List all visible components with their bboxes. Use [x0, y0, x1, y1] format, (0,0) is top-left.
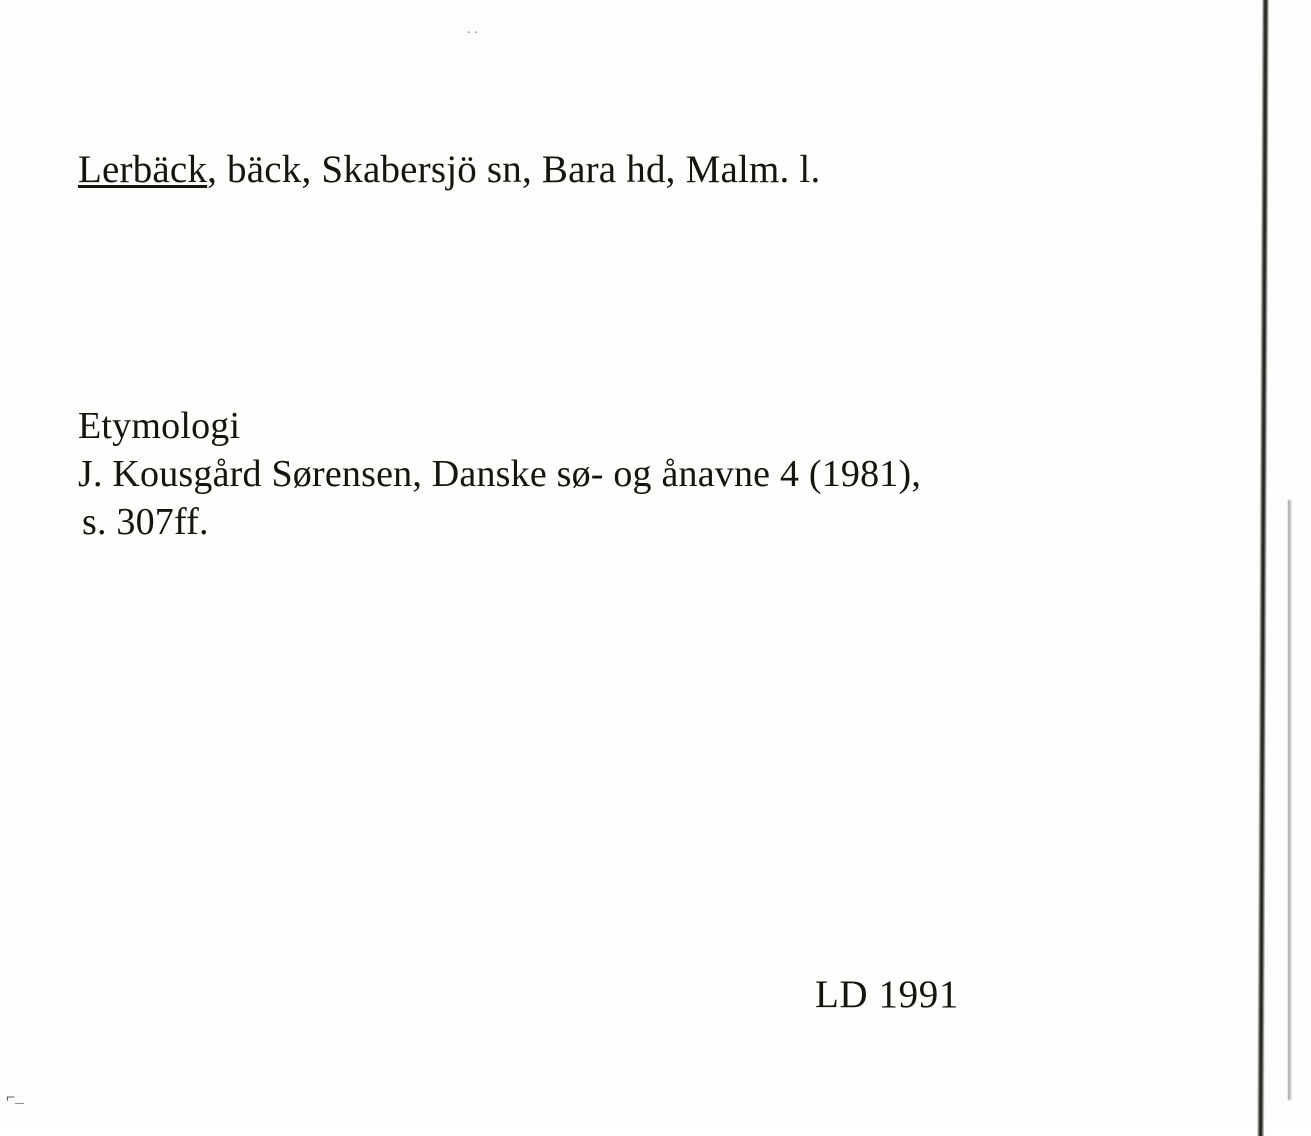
etymology-reference-line-2: s. 307ff.	[82, 501, 209, 543]
headword-description: , bäck, Skabersjö sn, Bara hd, Malm. l.	[207, 148, 821, 191]
etymology-section	[78, 403, 1208, 546]
etymology-reference	[78, 450, 1208, 546]
etymology-label: Etymologi	[78, 405, 241, 447]
scan-artifact-bottom-left-icon: ⌐_	[6, 1090, 25, 1107]
headword-line	[78, 146, 1198, 194]
scan-artifact-top-icon: ..	[467, 22, 482, 37]
headword: Lerbäck	[78, 148, 208, 191]
etymology-reference-line-1: J. Kousgård Sørensen, Danske sø- og ånavne 4 (1981),	[78, 453, 922, 495]
signature-stamp: LD 1991	[815, 973, 959, 1016]
card-edge-shadow-soft	[1288, 500, 1292, 1100]
card-edge-shadow	[1257, 0, 1269, 1136]
